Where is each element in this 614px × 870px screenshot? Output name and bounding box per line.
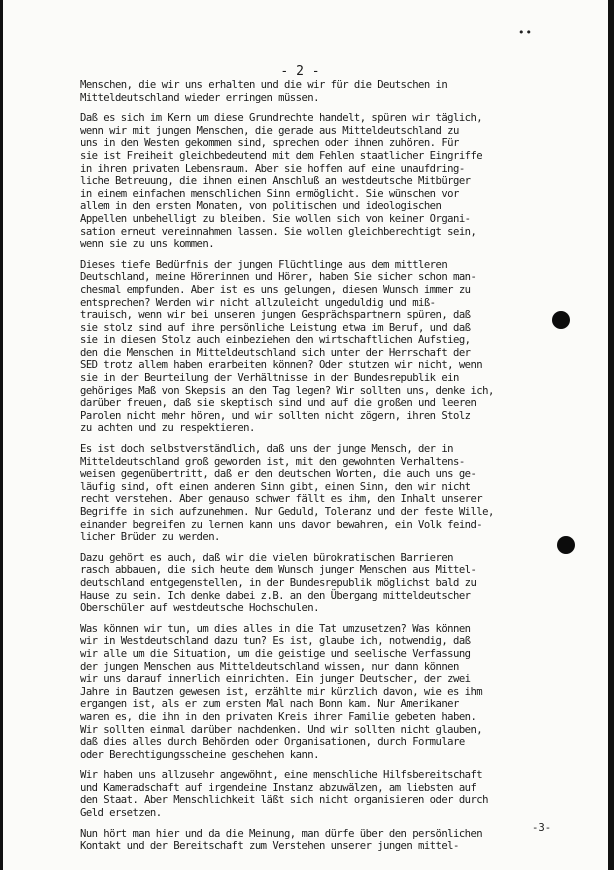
paragraph bbox=[80, 259, 568, 435]
text-line: in ihren privaten Lebensraum. Aber sie hoffen auf eine unaufdring- bbox=[80, 162, 465, 175]
text-line: Oberschüler auf westdeutsche Hochschulen. bbox=[80, 602, 319, 615]
paragraph bbox=[80, 552, 568, 615]
text-line: Nun hört man hier und da die Meinung, man dürfe über den persönlichen bbox=[80, 827, 483, 840]
text-line: Geld ersetzen. bbox=[80, 807, 162, 820]
text-line: wir alle um die Situation, um die geistige und seelische Verfassung bbox=[80, 647, 471, 660]
text-line: der jungen Menschen aus Mitteldeutschland wissen, nur dann können bbox=[80, 660, 459, 673]
paragraph bbox=[80, 112, 568, 251]
text-line: ergangen ist, als er zum ersten Mal nach Bonn kam. Nur Amerikaner bbox=[80, 698, 459, 711]
text-line: gehöriges Maß von Skepsis an den Tag legen? Wir sollten uns, denke ich, bbox=[80, 384, 494, 397]
continuation-mark: -3- bbox=[532, 822, 552, 834]
text-line: und Kameradschaft auf irgendeine Instanz abzuwälzen, am liebsten auf bbox=[80, 781, 477, 794]
text-line: Daß es sich im Kern um diese Grundrechte handelt, spüren wir täglich, bbox=[80, 112, 483, 125]
margin-mark: •• bbox=[518, 26, 533, 39]
text-line: oder Berechtigungsscheine geschehen kann. bbox=[80, 748, 319, 761]
paragraph bbox=[80, 828, 568, 853]
text-line: chesmal empfunden. Aber ist es uns gelungen, diesen Wunsch immer zu bbox=[80, 283, 471, 296]
paragraph bbox=[80, 769, 568, 819]
text-line: sie stolz sind auf ihre persönliche Leistung etwa im Beruf, und daß bbox=[80, 321, 471, 334]
text-line: den Staat. Aber Menschlichkeit läßt sich nicht organisieren oder durch bbox=[80, 794, 488, 807]
text-line: Wir sollten einmal darüber nachdenken. Und wir sollten nicht glauben, bbox=[80, 723, 483, 736]
text-line: Appellen unbehelligt zu bleiben. Sie wollen sich von keiner Organi- bbox=[80, 212, 471, 225]
text-line: waren es, die ihn in den privaten Kreis ihrer Familie gebeten haben. bbox=[80, 710, 477, 723]
text-line: den die Menschen in Mitteldeutschland sich unter der Herrschaft der bbox=[80, 346, 471, 359]
text-line: Jahre in Bautzen gewesen ist, erzählte mir kürzlich davon, wie es ihm bbox=[80, 685, 483, 698]
text-line: läufig sind, oft einen anderen Sinn gibt, einen Sinn, den wir nicht bbox=[80, 480, 471, 493]
text-line: Es ist doch selbstverständlich, daß uns der junge Mensch, der in bbox=[80, 443, 453, 456]
text-line: einander begreifen zu lernen kann uns davor bewahren, ein Volk feind- bbox=[80, 518, 483, 531]
text-line: Mitteldeutschland wieder erringen müssen. bbox=[80, 91, 319, 104]
text-line: trauisch, wenn wir bei unseren jungen Gesprächspartnern spüren, daß bbox=[80, 309, 471, 322]
text-line: Mitteldeutschland groß geworden ist, mit den gewohnten Verhaltens- bbox=[80, 455, 465, 468]
text-line: weisen gegenübertritt, daß er den deutschen Worten, die auch uns ge- bbox=[80, 468, 477, 481]
text-line: recht verstehen. Aber genauso schwer fällt es ihm, den Inhalt unserer bbox=[80, 493, 483, 506]
scan-edge-right bbox=[608, 0, 614, 870]
text-line: wir uns darauf innerlich einrichten. Ein junger Deutscher, der zwei bbox=[80, 673, 471, 686]
text-line: Hause zu sein. Ich denke dabei z.B. an den Übergang mitteldeutscher bbox=[80, 589, 471, 602]
text-line: liche Betreuung, die ihnen einen Anschluß an westdeutsche Mitbürger bbox=[80, 175, 471, 188]
paragraph bbox=[80, 623, 568, 762]
text-line: Deutschland, meine Hörerinnen und Hörer, haben Sie sicher schon man- bbox=[80, 271, 477, 284]
text-line: Begriffe in sich aufzunehmen. Nur Geduld, Toleranz und der feste Wille, bbox=[80, 506, 494, 518]
text-line: wenn sie zu uns kommen. bbox=[80, 238, 215, 251]
scan-edge-left bbox=[0, 0, 3, 870]
text-line: daß dies alles durch Behörden oder Organisationen, durch Formulare bbox=[80, 736, 465, 749]
text-line: Menschen, die wir uns erhalten und die wir für die Deutschen in bbox=[80, 79, 448, 91]
text-line: licher Brüder zu werden. bbox=[80, 531, 220, 544]
text-line: sie in der Beurteilung der Verhältnisse in der Bundesrepublik ein bbox=[80, 372, 459, 385]
text-line: deutschland entgegenstellen, in der Bundesrepublik möglichst bald zu bbox=[80, 576, 477, 589]
text-line: SED trotz allem haben erarbeiten können? Oder stutzen wir nicht, wenn bbox=[80, 359, 483, 372]
text-line: Dieses tiefe Bedürfnis der jungen Flüchtlinge aus dem mittleren bbox=[80, 258, 448, 271]
paragraph bbox=[80, 443, 568, 544]
text-line: uns in den Westen gekommen sind, sprechen oder ihnen zuhören. Für bbox=[80, 137, 459, 150]
text-line: Dazu gehört es auch, daß wir die vielen bürokratischen Barrieren bbox=[80, 551, 453, 564]
text-line: sie in diesen Stolz auch einbeziehen den wirtschaftlichen Aufstieg, bbox=[80, 334, 471, 347]
text-line: Parolen nicht mehr hören, und wir sollten nicht zögern, ihren Stolz bbox=[80, 409, 471, 422]
text-line: wenn wir mit jungen Menschen, die gerade aus Mitteldeutschland zu bbox=[80, 124, 459, 137]
body-text bbox=[80, 79, 568, 861]
text-line: zu achten und zu respektieren. bbox=[80, 422, 255, 435]
text-line: rasch abbauen, die sich heute dem Wunsch junger Menschen aus Mittel- bbox=[80, 564, 477, 577]
text-line: Wir haben uns allzusehr angewöhnt, eine menschliche Hilfsbereitschaft bbox=[80, 769, 483, 782]
text-line: sation erneut vereinnahmen lassen. Sie wollen gleichberechtigt sein, bbox=[80, 225, 477, 238]
text-line: darüber freuen, daß sie skeptisch sind und auf die großen und leeren bbox=[80, 397, 477, 410]
text-line: entsprechen? Werden wir nicht allzuleicht ungeduldig und miß- bbox=[80, 296, 436, 309]
page-number: - 2 - bbox=[280, 64, 320, 79]
text-line: allem in den ersten Monaten, von politischen und ideologischen bbox=[80, 200, 442, 213]
text-line: wir in Westdeutschland dazu tun? Es ist, glaube ich, notwendig, daß bbox=[80, 635, 471, 648]
paragraph bbox=[80, 79, 568, 104]
text-line: Kontakt und der Bereitschaft zum Verstehen unserer jungen mittel- bbox=[80, 840, 459, 853]
text-line: Was können wir tun, um dies alles in die Tat umzusetzen? Was können bbox=[80, 622, 471, 635]
text-line: in einem einfachen menschlichen Sinn ermöglicht. Sie wünschen vor bbox=[80, 187, 459, 200]
text-line: sie ist Freiheit gleichbedeutend mit dem Fehlen staatlicher Eingriffe bbox=[80, 149, 483, 162]
